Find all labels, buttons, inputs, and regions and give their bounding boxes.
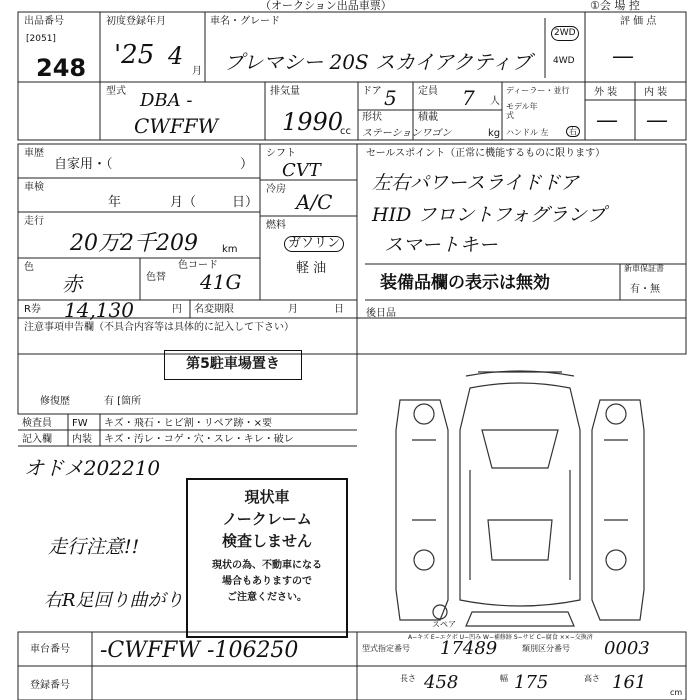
month-unit: 月 — [192, 66, 202, 77]
cc-unit: cc — [340, 126, 351, 137]
first-registration-label: 初度登録年月 — [106, 16, 166, 27]
lot-number: 248 — [36, 54, 87, 82]
capacity-unit: 人 — [490, 96, 500, 107]
width-value: 175 — [514, 672, 549, 693]
model-prefix: DBA - — [140, 90, 193, 111]
ac-label: 冷房 — [266, 184, 286, 195]
repaint-label: 色替 — [146, 272, 166, 283]
as-is-line-2: ノークレーム — [222, 510, 312, 528]
model-code: CWFFW — [134, 114, 219, 138]
yen-unit: 円 — [172, 304, 182, 315]
exterior-grade: — — [596, 108, 618, 133]
transfer-month: 月 — [288, 304, 298, 315]
model-type-label: 型式 — [106, 86, 126, 97]
color-value: 赤 — [62, 272, 82, 296]
shift-label: シフト — [266, 148, 296, 159]
car-name-grade: プレマシー 20S スカイアクティブ — [224, 50, 532, 74]
displacement-value: 1990 — [282, 108, 344, 136]
color-code-value: 41G — [200, 270, 242, 294]
first-registration-month: 4 — [168, 42, 184, 70]
door-value: 5 — [384, 86, 397, 110]
fw-label: FW — [72, 418, 88, 429]
type-cert-value: 17489 — [440, 638, 498, 659]
km-unit: km — [222, 244, 238, 255]
warranty-value: 有・無 — [630, 284, 660, 295]
handwritten-mileage-caution: 走行注意!! — [48, 536, 140, 558]
drive-2wd-circled: 2WD — [551, 26, 579, 41]
dealer-parallel-label: ディーラー・並行 — [506, 86, 570, 95]
height-label: 高さ — [584, 674, 600, 683]
sales-point-line-1: 左右パワースライドドア — [372, 172, 579, 194]
door-label: ドア — [362, 86, 382, 97]
mileage-value: 20万2千209 — [70, 231, 198, 256]
kg-unit: kg — [488, 128, 501, 139]
damage-code-legend: A−キズ E−エクボ U−凹み W−補修跡 S−サビ C−腐食 ××−交換済 — [408, 634, 593, 641]
lot-number-label: 出品番号 — [24, 16, 64, 27]
score-label: 評 価 点 — [620, 16, 657, 27]
displacement-label: 排気量 — [270, 86, 300, 97]
inspector-entry-label: 記入欄 — [22, 434, 52, 445]
interior-grade: — — [646, 108, 668, 133]
class-number-label: 類別区分番号 — [522, 644, 570, 653]
spare-tire-label: スペア — [432, 620, 456, 629]
interior-small-label: 内装 — [72, 434, 92, 445]
inspection-label: 車検 — [24, 182, 44, 193]
shift-value: CVT — [282, 160, 321, 181]
as-is-line-5: 場合もありますので — [222, 576, 312, 587]
fw-items: キズ・飛石・ヒビ割・リペア跡・×要 — [104, 418, 272, 429]
as-is-line-1: 現状車 — [244, 488, 290, 506]
interior-items: キズ・汚レ・コゲ・穴・スレ・キレ・破レ — [104, 434, 294, 445]
venue-copy-label: ①会 場 控 — [590, 0, 640, 12]
sales-point-line-3: スマートキー — [384, 234, 498, 256]
shape-value: ステーションワゴン — [362, 128, 452, 139]
lot-code: [2051] — [26, 34, 56, 44]
handle-label: ハンドル 左 — [506, 128, 549, 137]
fuel-gasoline-circled: ガソリン — [284, 236, 344, 252]
chassis-number: -CWFFW -106250 — [100, 638, 299, 663]
exterior-label: 外 装 — [594, 87, 618, 98]
color-code-label: 色コード — [178, 260, 218, 271]
notes-header: 注意事項申告欄（不具合内容等は具体的に記入して下さい） — [24, 322, 294, 333]
parking-stamp: 第5駐車場置き — [164, 350, 302, 380]
type-cert-label: 型式指定番号 — [362, 644, 410, 653]
as-is-line-3: 検査しません — [221, 532, 312, 550]
transfer-day: 日 — [334, 304, 344, 315]
cm-unit: cm — [670, 688, 683, 697]
interior-label: 内 装 — [644, 87, 668, 98]
drive-4wd: 4WD — [553, 56, 575, 66]
first-registration-year: '25 — [114, 40, 155, 70]
model-year-label: モデル年式 — [506, 102, 538, 120]
form-title: （オークション出品車票） — [260, 0, 392, 12]
handwritten-odometer-note: オドメ202210 — [24, 456, 161, 480]
history-label: 車歴 — [24, 148, 44, 159]
history-value: 自家用・（ — [54, 157, 113, 172]
length-label: 長さ — [400, 674, 416, 683]
capacity-value: 7 — [462, 86, 475, 110]
repair-history-label: 修復歴 — [40, 396, 70, 407]
car-name-grade-label: 車名・グレード — [210, 16, 280, 27]
chassis-number-label: 車台番号 — [30, 644, 70, 655]
as-is-line-6: ご注意ください。 — [227, 592, 307, 603]
sales-point-label: セールスポイント（正常に機能するものに限ります） — [366, 148, 606, 159]
history-close: ） — [240, 157, 254, 172]
capacity-label: 定員 — [418, 86, 438, 97]
score-value: — — [612, 44, 634, 69]
handwritten-suspension-note: 右R足回り曲がり — [44, 590, 184, 611]
class-number-value: 0003 — [604, 638, 650, 659]
mileage-label: 走行 — [24, 216, 44, 227]
shape-label: 形状 — [362, 112, 382, 123]
registration-number-label: 登録番号 — [30, 680, 70, 691]
width-label: 幅 — [500, 674, 508, 683]
warranty-label: 新車保証書 — [624, 264, 664, 273]
transfer-deadline-label: 名変期限 — [194, 304, 234, 315]
ac-value: A/C — [296, 190, 333, 214]
fuel-diesel: 軽 油 — [296, 261, 327, 276]
as-is-line-4: 現状の為、不動車になる — [212, 560, 322, 571]
color-label: 色 — [24, 262, 34, 273]
handle-right-circled: 右 — [566, 126, 580, 137]
fuel-label: 燃料 — [266, 220, 286, 231]
length-value: 458 — [424, 672, 459, 693]
repair-history-value: 有 [箇所 — [104, 396, 142, 407]
inspection-year-unit: 年 — [108, 195, 122, 210]
height-value: 161 — [612, 672, 647, 693]
recycle-value: 14,130 — [64, 298, 134, 322]
inspection-month-unit: 月（ — [170, 195, 197, 210]
equipment-notice: 装備品欄の表示は無効 — [380, 273, 550, 293]
recycle-label: R券 — [24, 304, 41, 315]
inspection-day-unit: 日） — [232, 195, 259, 210]
rear-items-label: 後日品 — [366, 308, 396, 319]
sales-point-line-2: HID フロントフォグランプ — [372, 204, 606, 226]
load-label: 積載 — [418, 112, 438, 123]
inspector-label: 検査員 — [22, 418, 52, 429]
